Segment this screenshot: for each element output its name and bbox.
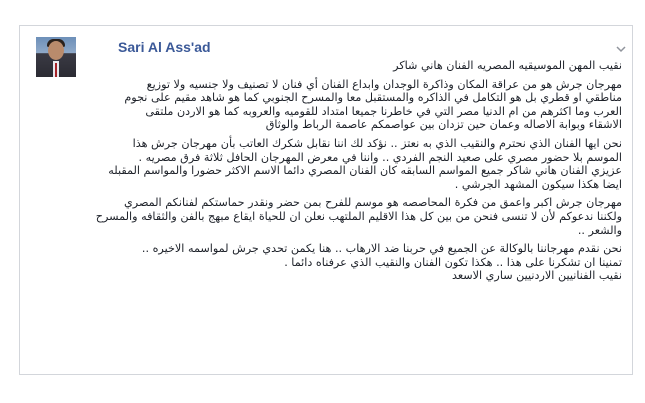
post-line: نحن نقدم مهرجاننا بالوكالة عن الجميع في حربنا ضد الارهاب .. هنا يكمن تحدي جرش لمواسمه الاخيره .. — [141, 242, 622, 256]
post-body — [42, 59, 622, 283]
post-line: الموسم بلا حضور مصري على صعيد النجم الفردي .. واننا في معرض المهرجان الحافل ثلاثة فرق مصريه . — [138, 150, 622, 164]
facebook-post-card — [19, 25, 633, 375]
post-line: العرب وما اكثرهم من ام الدنيا مصر التي في خاطرنا جميعا امتداد للقوميه والعروبه كما هو الاردن ملتقى — [145, 104, 622, 118]
post-author-name[interactable]: Sari Al Ass'ad — [118, 39, 211, 55]
post-line: نقيب المهن الموسيقيه المصريه الفنان هاني شاكر — [393, 59, 622, 72]
chevron-down-icon[interactable] — [616, 44, 626, 54]
post-line: مهرجان جرش هو من عراقة المكان وذاكرة الوجدان وابداع الفنان أي فنان لا تصنيف ولا جنسيه ولا توزيع — [146, 77, 622, 91]
post-line: نحن ايها الفنان الذي نحترم والنقيب الذي به نعتز .. نؤكد لك اننا نقابل شكرك العاتب بأن مهرجان جرش هذا — [132, 136, 622, 150]
post-line: مهرجان جرش اكبر واعمق من فكرة المحاصصه هو موسم للفرح بمن حضر ونقدر حماستكم لفنانكم المصري — [124, 196, 622, 210]
post-line: تمنينا ان تشكرنا على هذا .. هكذا تكون الفنان والنقيب الذي عرفناه دائما . — [284, 255, 622, 269]
post-line: نقيب الفنانيين الاردنيين ساري الاسعد — [451, 269, 622, 283]
post-line: عزيزي الفنان هاني شاكر جميع المواسم السابقه كان الفنان المصري دائما الاسم الاكثر حضورا والمواسم المقبله — [108, 164, 622, 178]
post-line: الاشقاء وبوابة الاصاله وعمان حين تزدان بين عواصمكم عاصمة الرباط والوثاق — [265, 118, 622, 132]
avatar-face — [48, 41, 64, 60]
post-line: ايضا هكذا سيكون المشهد الجرشي . — [454, 177, 622, 191]
post-line: مناطقي او قطري بل هو التكامل في الذاكره والمستقبل معا والمسرح الجنوبي كما هو شاهد مقيم على نجوم — [124, 91, 622, 105]
post-line: ولكننا ندعوكم لأن لا تنسى فنحن من بين كل هذا الاقليم الملتهب نعلن ان للحياة ايقاع مبهج بالفن والثقافه والمسرح — [95, 209, 622, 223]
post-line: والشعر .. — [577, 223, 622, 237]
